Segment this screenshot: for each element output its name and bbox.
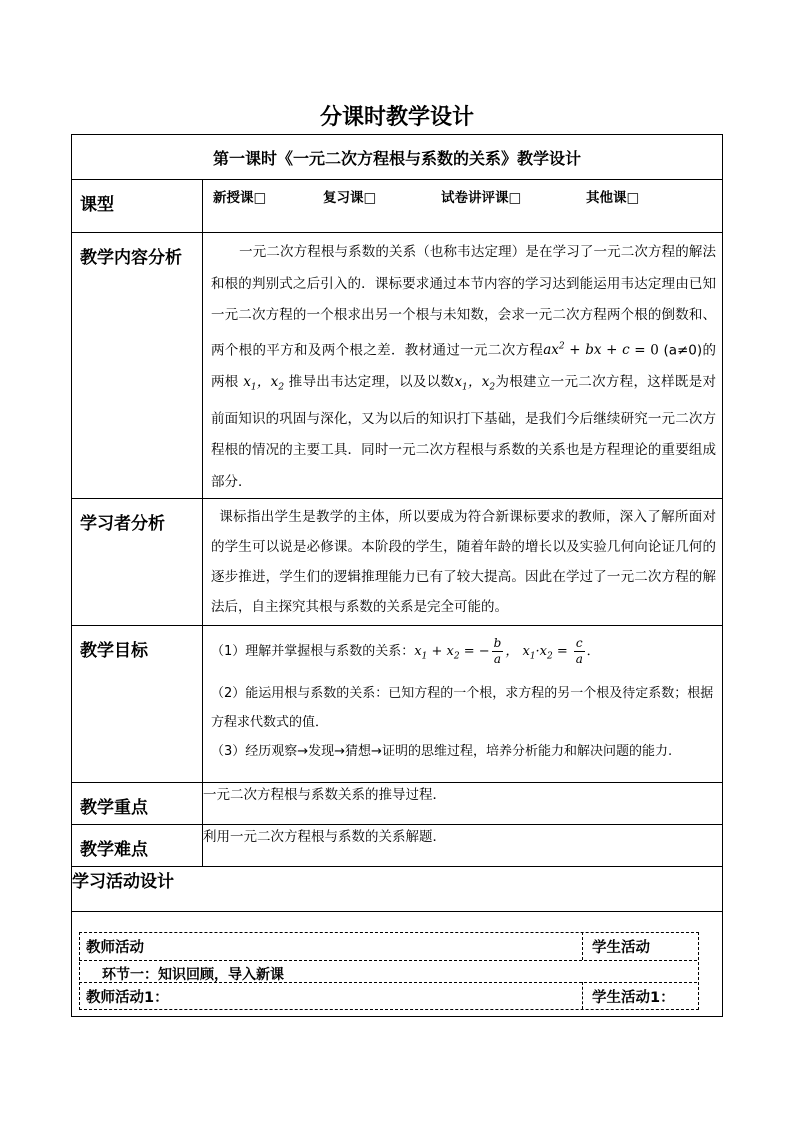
objective-2: （2）能运用根与系数的关系：已知方程的一个根，求方程的另一个根及待定系数；根据方程求代数式的值． [211, 685, 714, 730]
objectives-label: 教学目标 [72, 626, 203, 783]
lesson-plan-table [71, 134, 723, 1017]
lesson-type-label: 课型 [72, 180, 203, 233]
teacher-activity-1: 教师活动1： [86, 990, 169, 1007]
content-analysis-text: 一元二次方程根与系数的关系（也称韦达定理）是在学习了一元二次方程的解法和根的判别式之后引入的．课标要求通过本节内容的学习达到能运用韦达定理由已知一元二次方程的一个根求出另一个根与未知数，会求一元二次方程两个根的倒数和、两个根的平方和及两个根之差．教材通过一元二次方程$ax^2$ + bx + c = 0 (a≠0)的两根 $x_1$，$x_2$ 推导出韦达定理，以及以数$x_1$，$x_2$为根建立一元二次方程，这样既是对前面知识的巩固与深化，又为以后的知识打下基础，是我们今后继续研究一元二次方程根的情况的主要工具．同时一元二次方程根与系数的关系也是方程理论的重要组成部分． [211, 244, 717, 490]
difficulty-label: 教学难点 [72, 825, 203, 867]
content-analysis-cell [203, 233, 723, 499]
learner-analysis-label: 学习者分析 [72, 499, 203, 626]
vieta-sum-formula: $x_1 + x_2$ = − [414, 644, 490, 662]
teacher-activity-header: 教师活动 [86, 940, 144, 957]
objective-3: （3）经历观察→发现→猜想→证明的思维过程，培养分析能力和解决问题的能力. [211, 743, 673, 759]
page-title: 分课时教学设计 [319, 105, 474, 130]
option-other-lesson: 其他课□ [586, 190, 640, 206]
roots-x1-x2: $x_1$，$x_2$ [243, 373, 285, 393]
learner-analysis-text: 课标指出学生是教学的主体，所以要成为符合新课标要求的教师，深入了解所面对的学生可以说是必修课。本阶段的学生，随着年龄的增长以及实验几何向论证几何的逐步推进，学生们的逻辑推理能力已有了较大提高。因此在学过了一元二次方程的解法后，自主探究其根与系数的关系是完全可能的。 [211, 509, 716, 616]
section-1-title: 环节一：知识回顾，导入新课 [102, 967, 284, 984]
lesson-type-options [203, 180, 723, 233]
option-exam-review-lesson: 试卷讲评课□ [441, 190, 522, 206]
lesson-heading: 第一课时《一元二次方程根与系数的关系》教学设计 [72, 135, 723, 180]
student-activity-header: 学生活动 [592, 940, 650, 957]
key-point-text: 一元二次方程根与系数关系的推导过程． [203, 783, 723, 825]
objectives-cell [203, 626, 723, 783]
roots-x1-x2-again: $x_1$，$x_2$ [454, 373, 496, 393]
content-analysis-label: 教学内容分析 [72, 233, 203, 499]
learner-analysis-cell [203, 499, 723, 626]
difficulty-text: 利用一元二次方程根与系数的关系解题． [203, 825, 723, 867]
option-new-lesson: 新授课□ [213, 190, 267, 206]
option-review-lesson: 复习课□ [323, 190, 377, 206]
quadratic-equation-formula: $ax^2$ + bx + c [543, 341, 630, 358]
student-activity-1: 学生活动1： [592, 990, 675, 1007]
fraction-c-over-a: $\frac{c}{a}$ [575, 636, 583, 667]
activity-inner-table [72, 912, 722, 1016]
key-point-label: 教学重点 [72, 783, 203, 825]
activity-design-cell [72, 912, 723, 1017]
activity-design-label: 学习活动设计 [72, 867, 723, 912]
fraction-b-over-a: $\frac{b}{a}$ [493, 636, 502, 667]
objective-1: （1）理解并掌握根与系数的关系：$x_1 + x_2$ = − $\frac{b}{a}$ ， $x_1\cdot x_2$ = $\frac{c}{a}$ ． [211, 636, 600, 667]
